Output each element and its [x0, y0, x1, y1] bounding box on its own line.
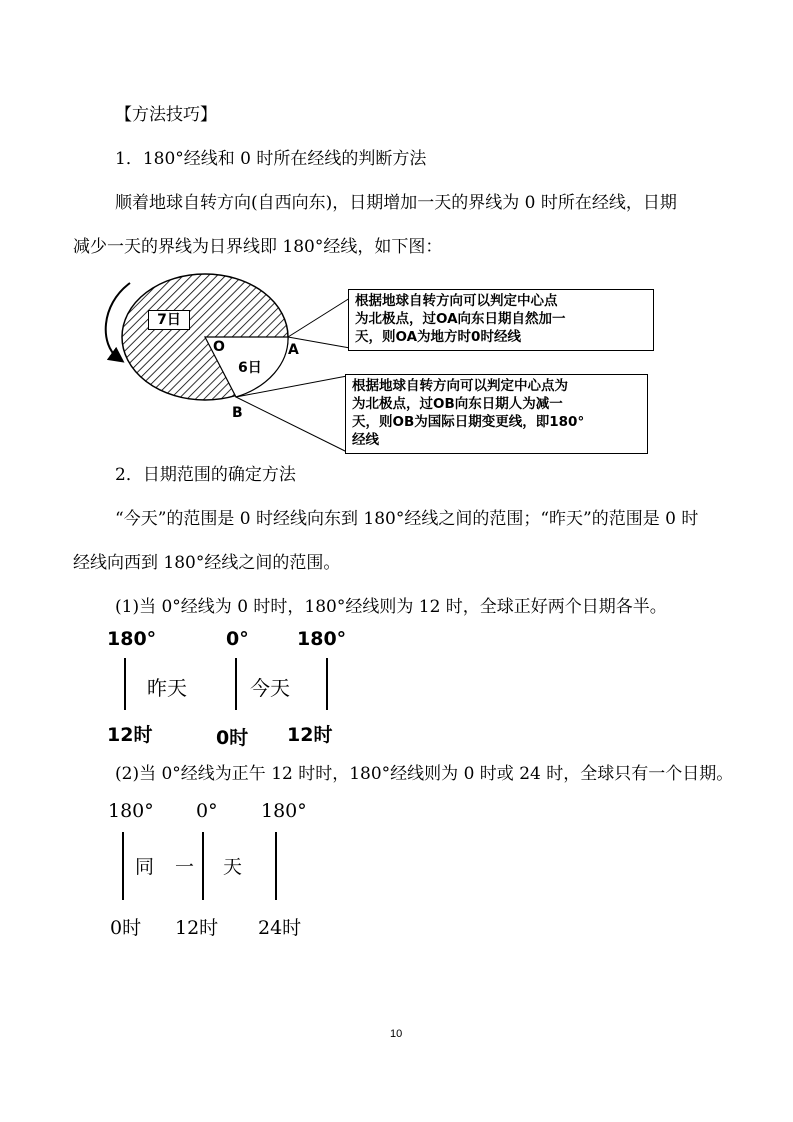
case2-range-label: 一 — [175, 856, 195, 878]
case2-bottom-label: 24时 — [258, 917, 302, 939]
annotation-box-oa-line: 天，则OA为地方时0时经线 — [355, 329, 521, 345]
case1-meridian-line — [124, 658, 126, 710]
case2-top-label: 0° — [196, 800, 218, 822]
annotation-box-ob-line: 根据地球自转方向可以判定中心点为 — [352, 378, 568, 394]
annotation-box-oa-line: 根据地球自转方向可以判定中心点 — [355, 293, 558, 309]
case1-range-label: 今天 — [250, 676, 290, 700]
section2-title: 2．日期范围的确定方法 — [115, 465, 296, 485]
case2-meridian-line — [275, 832, 277, 900]
section2-paragraph-line1: “今天”的范围是 0 时经线向东到 180°经线之间的范围；“昨天”的范围是 0 时 — [115, 509, 699, 529]
annotation-box-ob-line: 天，则OB为国际日期变更线，即180° — [352, 414, 585, 430]
case2-top-label: 180° — [261, 800, 307, 822]
case1-top-label: 0° — [226, 628, 249, 650]
case1-meridian-line — [326, 658, 328, 710]
section2-paragraph-line2: 经线向西到 180°经线之间的范围。 — [73, 553, 341, 573]
case1-bottom-label: 12时 — [287, 724, 333, 746]
annotation-box-ob — [345, 374, 648, 454]
case2-range-label: 同 — [135, 856, 155, 878]
case1-text: (1)当 0°经线为 0 时时，180°经线则为 12 时，全球正好两个日期各半。 — [115, 597, 667, 617]
section1-title: 1．180°经线和 0 时所在经线的判断方法 — [115, 149, 427, 169]
case1-top-label: 180° — [107, 628, 157, 650]
case2-range-label: 天 — [223, 856, 243, 878]
case1-range-label: 昨天 — [147, 676, 187, 700]
case1-meridian-line — [235, 658, 237, 710]
page-number: 10 — [390, 1028, 403, 1040]
case2-meridian-line — [202, 832, 204, 900]
annotation-box-ob-line: 经线 — [352, 432, 379, 448]
annotation-box-oa-line: 为北极点，过OA向东日期自然加一 — [355, 311, 566, 327]
label-7-day: 7日 — [148, 310, 190, 330]
label-point-A: A — [288, 342, 299, 358]
annotation-box-ob-line: 为北极点，过OB向东日期人为减一 — [352, 396, 563, 412]
case2-bottom-label: 0时 — [110, 917, 142, 939]
section1-paragraph-line1: 顺着地球自转方向(自西向东)，日期增加一天的界线为 0 时所在经线，日期 — [115, 193, 677, 213]
case2-meridian-line — [122, 832, 124, 900]
section1-paragraph-line2: 减少一天的界线为日界线即 180°经线，如下图： — [73, 237, 443, 257]
case1-top-label: 180° — [297, 628, 347, 650]
label-center-O: O — [213, 339, 225, 355]
label-point-B: B — [232, 405, 243, 421]
annotation-box-oa — [348, 289, 654, 351]
case2-bottom-label: 12时 — [175, 917, 219, 939]
section-heading: 【方法技巧】 — [115, 105, 217, 125]
case1-bottom-label: 0时 — [216, 727, 249, 749]
label-6-day: 6日 — [238, 360, 262, 376]
case1-bottom-label: 12时 — [107, 724, 153, 746]
case2-text: (2)当 0°经线为正午 12 时时，180°经线则为 0 时或 24 时，全球只有一个日期。 — [115, 764, 734, 784]
case2-top-label: 180° — [108, 800, 154, 822]
